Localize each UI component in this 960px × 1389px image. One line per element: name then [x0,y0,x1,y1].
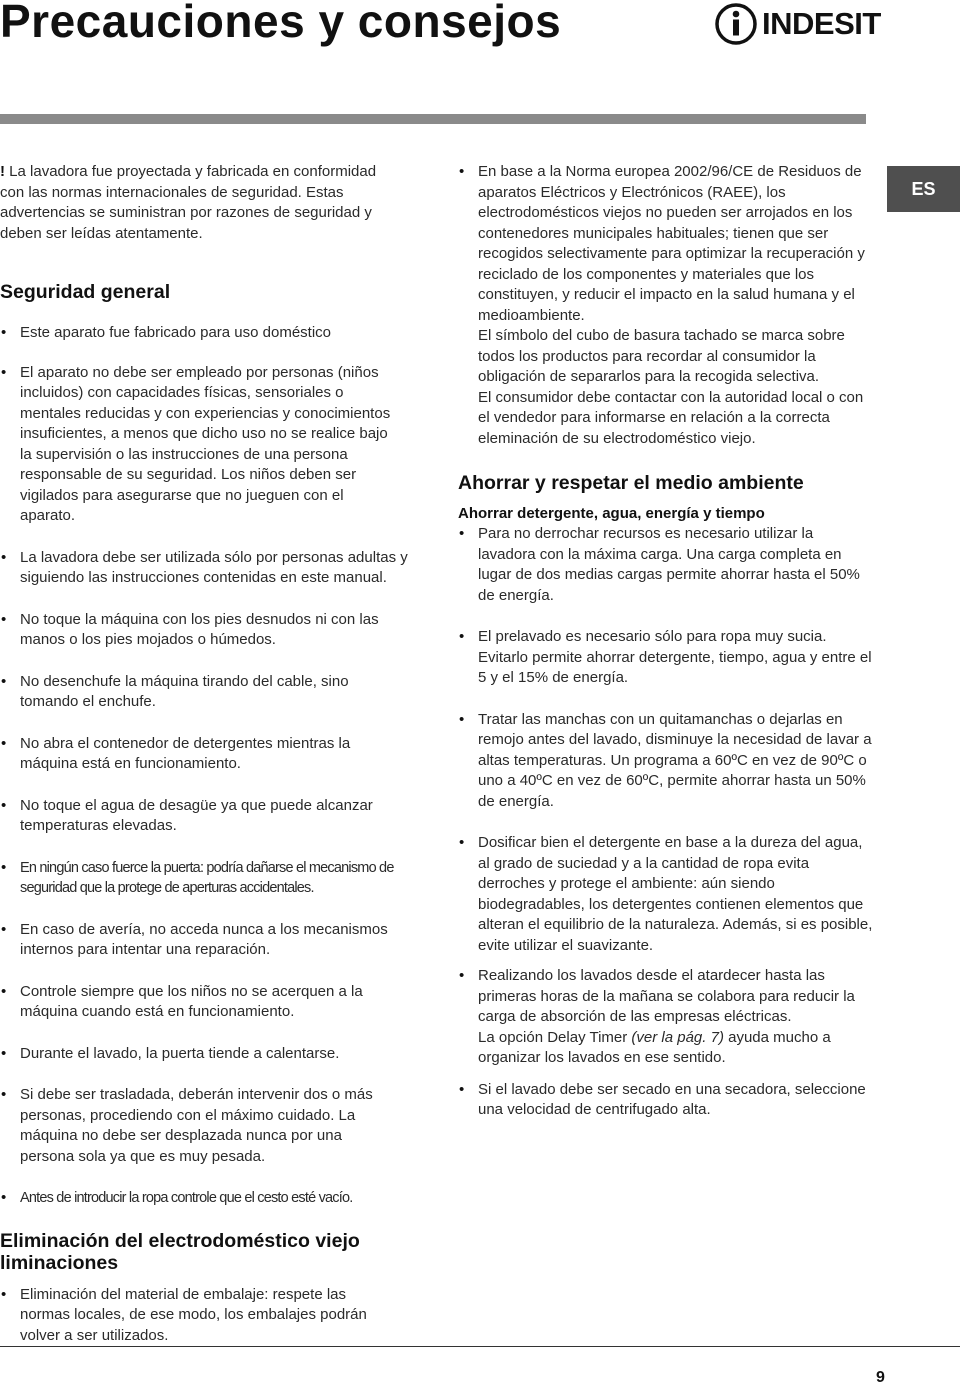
list-item [458,966,873,1069]
language-badge: ES [887,166,960,212]
section-heading-ahorrar: Ahorrar y respetar el medio ambiente [458,472,804,494]
footer-divider [0,1346,960,1347]
list-item: • El prelavado es necesario sólo para ropa muy sucia. Evitarlo permite ahorrar detergente, tiempo, agua y entre el 5 y el 15% de energía. [458,627,873,689]
raee-symbol-text: El símbolo del cubo de basura tachado se marca sobre todos los productos para recordar al consumidor la obligación de separarlos para la recogida selectiva. [478,327,845,385]
eliminacion-heading-line2: liminaciones [0,1251,119,1274]
eliminacion-list [0,1285,400,1347]
list-item: • En ningún caso fuerce la puerta: podría dañarse el mecanismo de seguridad que la protege de aperturas accidentales. [0,858,420,899]
list-item: • El aparato no debe ser empleado por personas (niños incluidos) con capacidades físicas, sensoriales o mentales reducidas y con experiencias y conocimientos insuficientes, a menos que dicho uso no se realice bajo la supervisión o las instrucciones de una persona responsable de su seguridad. Los niños deben ser vigilados para asegurarse que no jueguen con el aparato. [0,363,400,527]
section-heading-eliminacion [0,1230,420,1274]
ahorrar-list [458,524,873,1121]
brand-logo [714,2,894,46]
brand-logo-icon [714,2,758,46]
delay-timer-pre: La opción Delay Timer [478,1028,632,1046]
eliminacion-heading-line1: Eliminación del electrodoméstico viejo [0,1229,360,1252]
intro-text: La lavadora fue proyectada y fabricada en conformidad con las normas internacionales de seguridad. Estas advertencias se suministran por razones de seguridad y deben ser leídas atentamente. [0,163,377,242]
list-item: • Este aparato fue fabricado para uso doméstico [0,323,420,344]
list-item: • La lavadora debe ser utilizada sólo por personas adultas y siguiendo las instrucciones contenidas en este manual. [0,548,420,589]
header-divider [0,114,866,124]
warning-mark: ! [0,163,5,180]
page-number: 9 [876,1369,885,1386]
seguridad-list [0,323,420,1209]
list-item: • No abra el contenedor de detergentes mientras la máquina está en funcionamiento. [0,734,380,775]
page-title: Precauciones y consejos [0,0,562,47]
list-item: • Si el lavado debe ser secado en una secadora, seleccione una velocidad de centrifugado alta. [458,1080,873,1121]
brand-logo-text: INDESIT [762,6,881,41]
delay-timer-text [478,1028,873,1069]
list-item: • En caso de avería, no acceda nunca a los mecanismos internos para intentar una reparación. [0,920,400,961]
list-item: • Tratar las manchas con un quitamanchas o dejarlas en remojo antes del lavado, disminuye la necesidad de lavar a altas temperaturas. Un programa a 60ºC en vez de 90ºC o uno a 40ºC en vez de 60ºC, permite ahorrar hasta un 50% de energía. [458,710,873,813]
list-item: • Antes de introducir la ropa controle que el cesto esté vacío. [0,1188,420,1209]
list-item: • Para no derrochar recursos es necesario utilizar la lavadora con la máxima carga. Una carga completa en lugar de dos medias cargas permite ahorrar hasta el 50% de energía. [458,524,873,606]
raee-list [458,162,873,449]
right-column [458,162,873,1121]
raee-contact-text: El consumidor debe contactar con la autoridad local o con el vendedor para informarse en relación a la correcta eleminación de su electrodoméstico viejo. [478,388,864,447]
list-item: • No toque el agua de desagüe ya que puede alcanzar temperaturas elevadas. [0,796,400,837]
subheading-ahorrar: Ahorrar detergente, agua, energía y tiempo [458,505,765,522]
list-item: • Eliminación del material de embalaje: respete las normas locales, de ese modo, los embalajes podrán volver a ser utilizados. [0,1285,400,1347]
intro-paragraph [0,162,400,244]
list-item: • No toque la máquina con los pies desnudos ni con las manos o los pies mojados o húmedos. [0,610,420,651]
delay-timer-post: ayuda mucho a organizar los lavados en ese sentido. [478,1028,831,1066]
list-item: • Durante el lavado, la puerta tiende a calentarse. [0,1044,420,1065]
list-item [458,162,873,449]
ahorrar-night-text: Realizando los lavados desde el atardecer hasta las primeras horas de la mañana se colabora para reducir la carga de absorción de las empresas eléctricas. [478,967,855,1025]
list-item: • No desenchufe la máquina tirando del cable, sino tomando el enchufe. [0,672,380,713]
left-column [0,162,420,1346]
section-heading-seguridad: Seguridad general [0,281,171,303]
list-item: • Controle siempre que los niños no se acerquen a la máquina cuando está en funcionamiento. [0,982,400,1023]
page-reference: (ver la pág. 7) [631,1028,724,1046]
list-item: • Si debe ser trasladada, deberán intervenir dos o más personas, procediendo con el máximo cuidado. La máquina no debe ser desplazada nunca por una persona sola ya que es muy pesada. [0,1085,400,1167]
list-item: • Dosificar bien el detergente en base a la dureza del agua, al grado de suciedad y a la cantidad de ropa evita derroches y protege el ambiente: aún siendo biodegradables, los detergentes contienen elementos que alteran el equilibrio de la naturaleza. Además, si es posible, evite utilizar el suavizante. [458,833,873,956]
raee-text: En base a la Norma europea 2002/96/CE de Residuos de aparatos Eléctricos y Electrónicos (RAEE), los electrodomésticos viejos no pueden ser arrojados en los contenedores municipales habituales; tienen que ser recogidos selectivamente para optimizar la recuperación y reciclado de los componentes y materiales que los constituyen, y reducir el impacto en la salud humana y el medioambiente. [478,163,865,324]
